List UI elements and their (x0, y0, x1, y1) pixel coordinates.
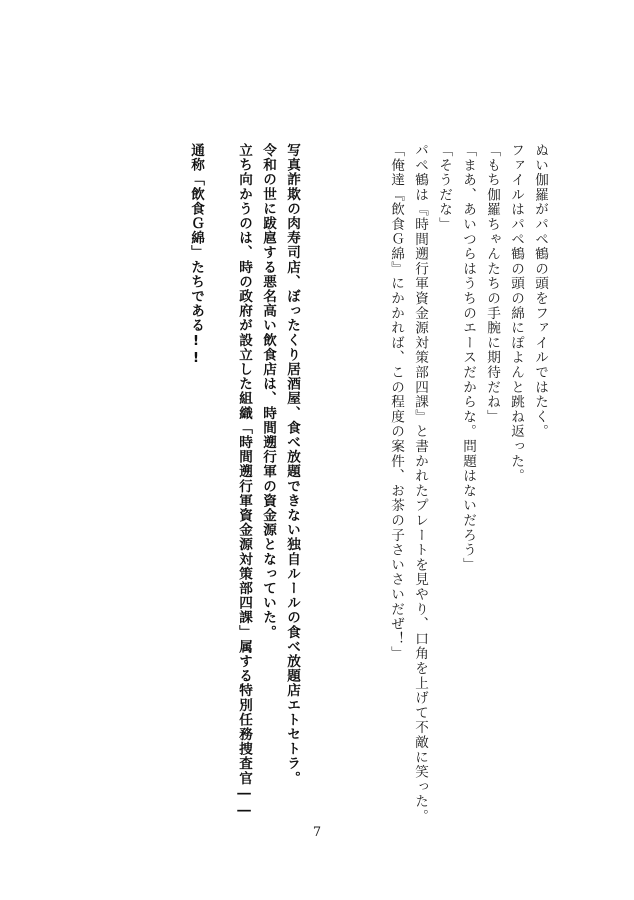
text-line: パペ鶴は『時間遡行軍資金源対策部四課』と書かれたプレートを見やり、口角を上げて不敵に笑った。 (412, 143, 428, 824)
bold-text-line: 令和の世に跋扈する悪名高い飲食店は、時間遡行軍の資金源となっていた。 (260, 143, 276, 640)
bold-text-line: 通称「飲食Ｇ綿」たちである!! (188, 143, 204, 367)
bold-text-line: 写真詐欺の肉寿司店、ぼったくり居酒屋、食べ放題できない独自ルールの食べ放題店エトセトラ。 (284, 143, 300, 786)
text-line: 「そうだな」 (436, 143, 452, 232)
text-line: 「俺達『飲食Ｇ綿』にかかれば、この程度の案件、お茶の子さいさいだぜ！」 (388, 143, 404, 661)
bold-text-line: 立ち向かうのは、時の政府が設立した組織「時間遡行軍資金源対策部四課」属する特別任務捜査官―― (236, 143, 252, 820)
text-line: ファイルはパペ鶴の頭の綿にぽよんと跳ね返った。 (508, 143, 524, 484)
text-line: ぬい伽羅がパペ鶴の頭をファイルではたく。 (532, 143, 548, 439)
text-line: 「もち伽羅ちゃんたちの手腕に期待だね」 (484, 143, 500, 425)
page-number: 7 (312, 825, 322, 840)
text-line: 「まあ、あいつらはうちのエースだからな。問題はないだろう」 (460, 143, 476, 573)
